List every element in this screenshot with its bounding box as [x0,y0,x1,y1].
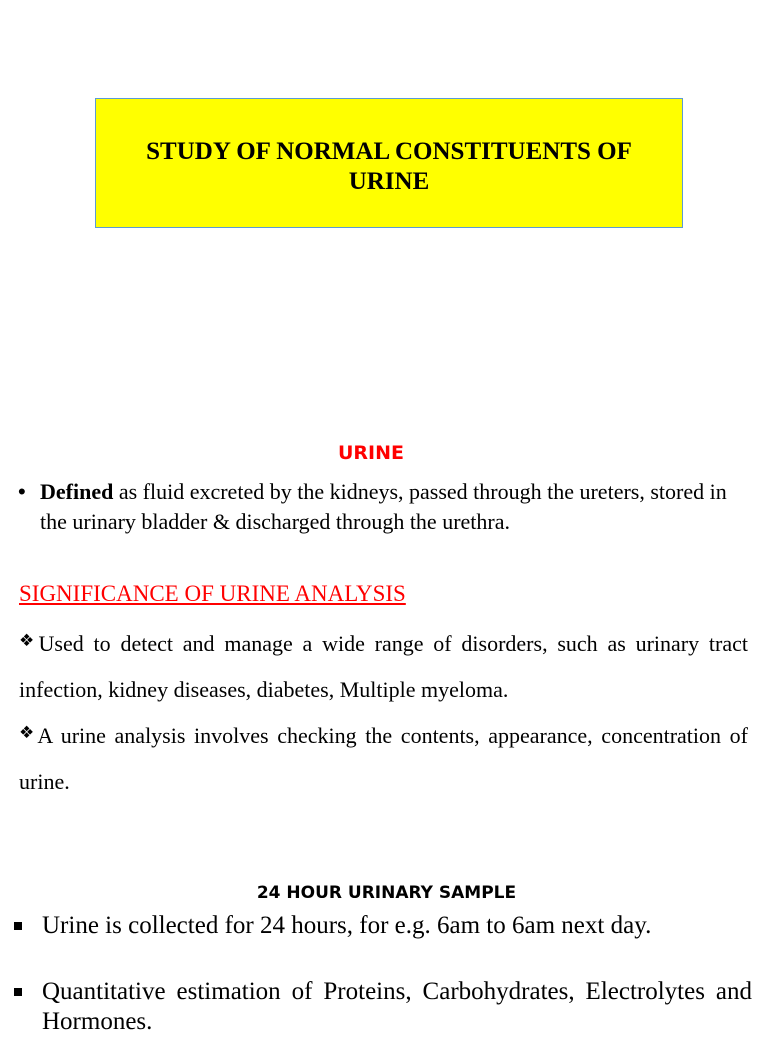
definition-rest: as fluid excreted by the kidneys, passed through the ureters, stored in the urinary bladder & discharged through the urethra. [40,479,727,534]
sample-item-2 [14,977,752,1037]
definition-bullet [18,477,748,537]
sample-heading: 24 HOUR URINARY SAMPLE [256,883,517,903]
sample-item-1 [14,911,752,941]
bullet-dot-icon: • [18,479,26,504]
diamond-bullet-icon: ❖ [19,723,38,743]
significance-point-2 [19,710,748,805]
definition-text [40,477,748,537]
page-title [132,137,646,197]
significance-point-1 [19,618,748,713]
title-line-2: URINE [348,168,430,195]
sample-item-text: Quantitative estimation of Proteins, Carbohydrates, Electrolytes and Hormones. [42,978,752,1035]
square-bullet-icon [14,988,22,996]
title-line-1: STUDY OF NORMAL CONSTITUENTS OF [146,138,632,165]
significance-point-text: A urine analysis involves checking the contents, appearance, concentration of urine. [19,723,748,794]
urine-heading: URINE [337,442,404,464]
defined-bold-word: Defined [40,479,114,504]
square-bullet-icon [14,922,22,930]
significance-point-text: Used to detect and manage a wide range of disorders, such as urinary tract infection, kidney diseases, diabetes, Multiple myeloma. [19,631,749,702]
significance-heading: SIGNIFICANCE OF URINE ANALYSIS [19,581,406,606]
sample-item-text: Urine is collected for 24 hours, for e.g. 6am to 6am next day. [42,912,652,939]
diamond-bullet-icon: ❖ [19,631,39,651]
title-box [95,98,683,228]
